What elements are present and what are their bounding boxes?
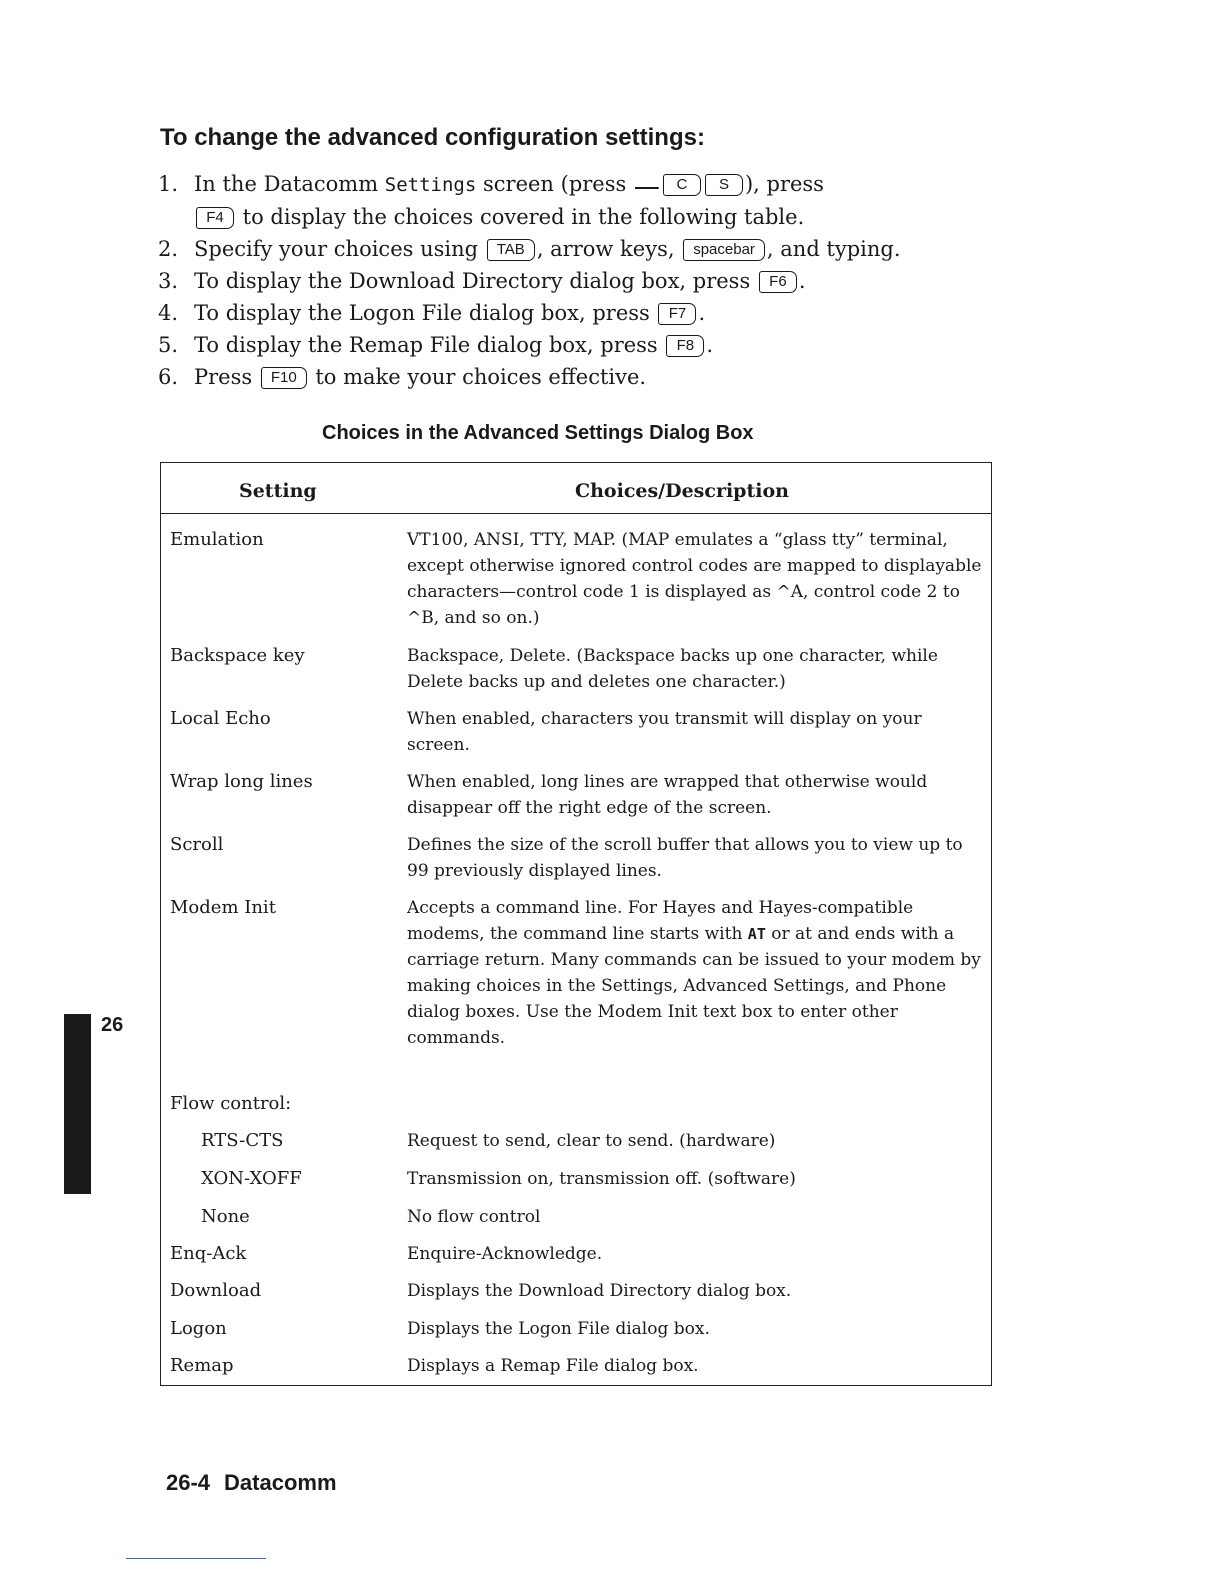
key-f7: F7	[658, 303, 696, 325]
setting-name: Local Echo	[170, 708, 271, 729]
setting-description: VT100, ANSI, TTY, MAP. (MAP emulates a “glass tty” terminal, except otherwise ignored control codes are mapped to displayable characters—control code 1 is displayed as ^A, control code 2 to ^B, and so on.)	[407, 530, 982, 628]
step-number: 2.	[158, 237, 179, 261]
setting-description: Transmission on, transmission off. (software)	[407, 1169, 796, 1189]
step-item	[158, 265, 998, 297]
setting-name: Emulation	[170, 529, 264, 550]
key-s: S	[705, 174, 743, 196]
step-item	[158, 233, 998, 265]
header-choices: Choices/Description	[575, 480, 789, 502]
setting-name: None	[201, 1206, 250, 1227]
step-text: to make your choices effective.	[308, 365, 647, 389]
step-text: .	[798, 269, 806, 293]
step-number: 3.	[158, 269, 179, 293]
screen-name: Settings	[384, 174, 477, 196]
setting-name: Enq-Ack	[170, 1243, 247, 1264]
setting-description: Enquire-Acknowledge.	[407, 1244, 603, 1264]
settings-table	[160, 462, 992, 1386]
chapter-thumb-tab	[64, 1014, 91, 1194]
step-number: 4.	[158, 301, 179, 325]
step-text: Specify your choices using	[194, 237, 485, 261]
setting-description: Displays the Logon File dialog box.	[407, 1319, 710, 1339]
setting-name: Flow control:	[170, 1093, 292, 1114]
step-text: To display the Remap File dialog box, press	[194, 333, 665, 357]
chapter-tab-number: 26	[101, 1014, 124, 1036]
setting-name: Remap	[170, 1355, 234, 1376]
step-text: , and typing.	[766, 237, 901, 261]
step-text: to display the choices covered in the following table.	[236, 205, 805, 229]
step-number: 1.	[158, 172, 179, 196]
step-item	[158, 168, 998, 233]
step-text: , arrow keys,	[536, 237, 682, 261]
step-text: To display the Logon File dialog box, press	[194, 301, 657, 325]
header-setting: Setting	[239, 480, 317, 502]
step-item	[158, 329, 998, 361]
setting-description: Backspace, Delete. (Backspace backs up one character, while Delete backs up and deletes one character.)	[407, 646, 938, 692]
setting-name: RTS-CTS	[201, 1130, 284, 1151]
setting-description: When enabled, long lines are wrapped that otherwise would disappear off the right edge of the screen.	[407, 772, 928, 818]
code-text: AT	[747, 925, 766, 943]
step-text: .	[698, 301, 706, 325]
description-text: or at and ends with a carriage return. Many commands can be issued to your modem by making choices in the Settings, Advanced Settings, and Phone dialog boxes. Use the Modem Init text box to enter other commands.	[407, 924, 981, 1048]
key-f4: F4	[196, 207, 234, 229]
setting-description: Request to send, clear to send. (hardware)	[407, 1131, 776, 1151]
key-spacebar: spacebar	[683, 239, 765, 261]
step-number: 6.	[158, 365, 179, 389]
setting-description: When enabled, characters you transmit will display on your screen.	[407, 709, 922, 755]
step-text: screen (press	[476, 172, 633, 196]
step-item	[158, 297, 998, 329]
key-f10: F10	[261, 367, 307, 389]
step-text: In the Datacomm	[194, 172, 385, 196]
setting-name: Wrap long lines	[170, 771, 313, 792]
page-number: 26-4	[166, 1470, 211, 1495]
instruction-steps	[158, 168, 998, 393]
key-f8: F8	[666, 335, 704, 357]
divider-line	[126, 1558, 266, 1559]
setting-name: XON-XOFF	[201, 1168, 302, 1189]
section-heading: To change the advanced configuration settings:	[160, 124, 705, 151]
table-caption: Choices in the Advanced Settings Dialog Box	[322, 422, 754, 444]
setting-name: Modem Init	[170, 897, 276, 918]
step-text: To display the Download Directory dialog box, press	[194, 269, 757, 293]
step-text: .	[706, 333, 714, 357]
setting-name: Logon	[170, 1318, 227, 1339]
setting-name: Download	[170, 1280, 262, 1301]
description-text: Accepts a command line. For Hayes and Hayes-compatible modems, the command line starts with	[407, 898, 914, 944]
step-text: ), press	[744, 172, 824, 196]
setting-description: No flow control	[407, 1207, 541, 1227]
setting-description	[407, 895, 989, 1051]
step-number: 5.	[158, 333, 179, 357]
table-header	[161, 463, 991, 514]
page-footer	[166, 1470, 337, 1496]
key-tab: TAB	[487, 239, 535, 261]
setting-description: Defines the size of the scroll buffer that allows you to view up to 99 previously displayed lines.	[407, 835, 963, 881]
setting-name: Backspace key	[170, 645, 305, 666]
setting-description: Displays the Download Directory dialog box.	[407, 1281, 792, 1301]
chapter-name: Datacomm	[224, 1470, 337, 1495]
function-key-icon	[635, 187, 659, 189]
step-text: Press	[194, 365, 259, 389]
key-c: C	[663, 174, 701, 196]
step-item	[158, 361, 998, 393]
key-f6: F6	[759, 271, 797, 293]
setting-name: Scroll	[170, 834, 224, 855]
setting-description: Displays a Remap File dialog box.	[407, 1356, 699, 1376]
